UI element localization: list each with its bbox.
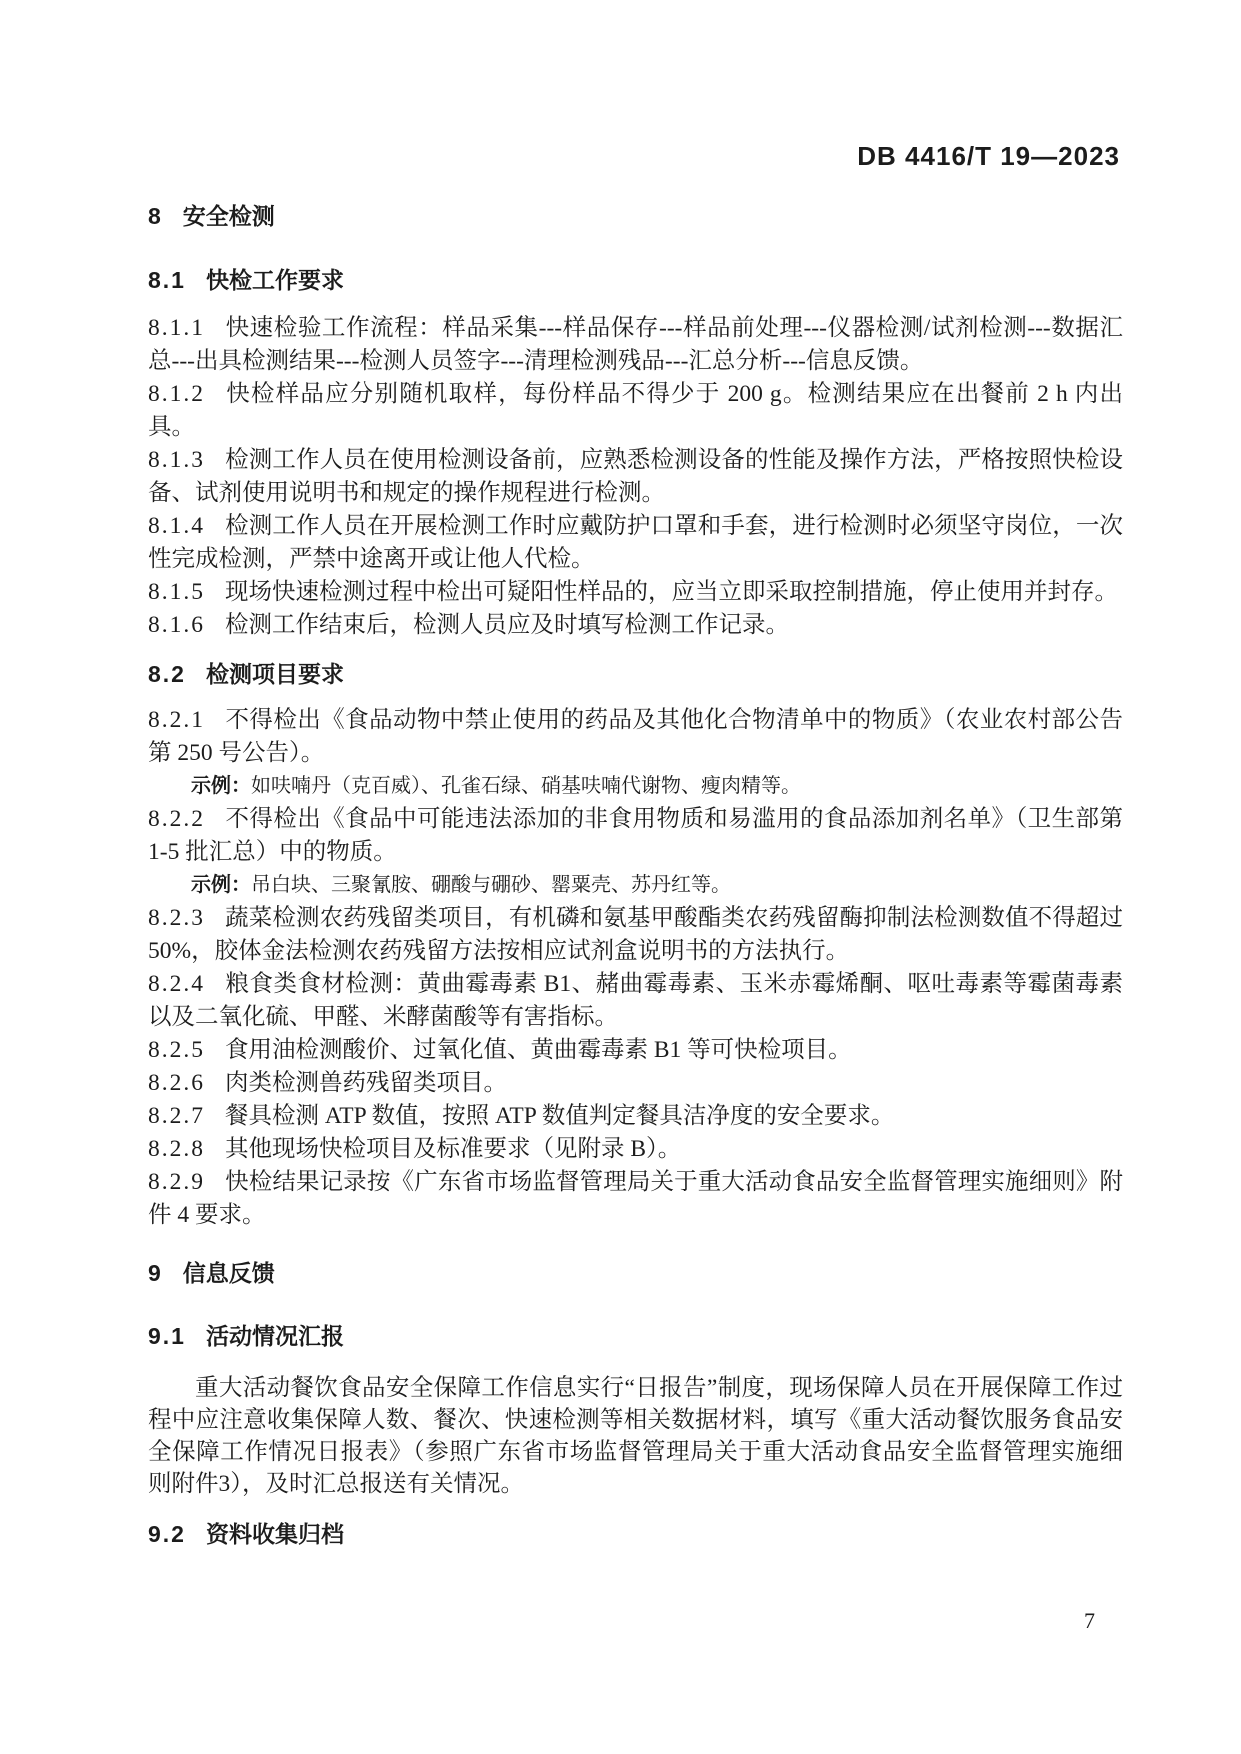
clause-8-1-4 [148, 510, 1123, 576]
example-note-2 [148, 869, 1123, 902]
clause-group-8-1 [148, 312, 1123, 642]
clause-8-2-3 [148, 902, 1123, 968]
section-number: 8.1 [148, 267, 186, 293]
clause-text: 快检结果记录按《广东省市场监督管理局关于重大活动食品安全监督管理实施细则》附件 4 要求。 [148, 1169, 1123, 1228]
section-heading-8 [148, 200, 1123, 233]
clause-number: 8.1.6 [148, 612, 205, 638]
clause-number: 8.1.3 [148, 447, 205, 473]
section-heading-9-1 [148, 1320, 1123, 1353]
clause-text: 食用油检测酸价、过氧化值、黄曲霉毒素 B1 等可快检项目。 [225, 1037, 852, 1063]
clause-number: 8.2.8 [148, 1136, 205, 1162]
section-number: 8 [148, 203, 163, 229]
section-number: 8.2 [148, 661, 186, 687]
example-label: 示例： [191, 874, 251, 896]
clause-number: 8.1.5 [148, 579, 205, 605]
section-title: 安全检测 [182, 203, 275, 229]
clause-text: 粮食类食材检测：黄曲霉毒素 B1、赭曲霉毒素、玉米赤霉烯酮、呕吐毒素等霉菌毒素以及二氧化硫、甲醛、米酵菌酸等有害指标。 [148, 971, 1123, 1030]
clause-8-1-3 [148, 444, 1123, 510]
page-number: 7 [1084, 1608, 1095, 1633]
clause-number: 8.2.2 [148, 806, 205, 832]
clause-text: 肉类检测兽药残留类项目。 [225, 1070, 507, 1096]
clause-text: 检测工作人员在使用检测设备前，应熟悉检测设备的性能及操作方法，严格按照快检设备、试剂使用说明书和规定的操作规程进行检测。 [148, 447, 1123, 506]
clause-8-2-4 [148, 968, 1123, 1034]
section-heading-8-1 [148, 264, 1123, 297]
clause-8-2-9 [148, 1166, 1123, 1232]
clause-8-1-6 [148, 609, 1123, 642]
clause-text: 蔬菜检测农药残留类项目，有机磷和氨基甲酸酯类农药残留酶抑制法检测数值不得超过 50%，胶体金法检测农药残留方法按相应试剂盒说明书的方法执行。 [148, 905, 1123, 964]
section-heading-8-2 [148, 658, 1123, 691]
clause-text: 不得检出《食品动物中禁止使用的药品及其他化合物清单中的物质》（农业农村部公告第 250 号公告）。 [148, 707, 1123, 766]
clause-text: 餐具检测 ATP 数值，按照 ATP 数值判定餐具洁净度的安全要求。 [225, 1103, 895, 1129]
clause-text: 检测工作结束后，检测人员应及时填写检测工作记录。 [225, 612, 789, 638]
section-number: 9.1 [148, 1323, 186, 1349]
clause-8-2-6 [148, 1067, 1123, 1100]
clause-text: 快速检验工作流程：样品采集---样品保存---样品前处理---仪器检测/试剂检测---数据汇总---出具检测结果---检测人员签字---清理检测残品---汇总分析---信息反馈。 [148, 315, 1123, 374]
clause-8-1-1 [148, 312, 1123, 378]
clause-number: 8.2.5 [148, 1037, 205, 1063]
example-text: 如呋喃丹（克百威）、孔雀石绿、硝基呋喃代谢物、瘦肉精等。 [251, 775, 801, 797]
clause-number: 8.2.9 [148, 1169, 205, 1195]
clause-text: 不得检出《食品中可能违法添加的非食用物质和易滥用的食品添加剂名单》（卫生部第 1-5 批汇总）中的物质。 [148, 806, 1123, 865]
section-title: 活动情况汇报 [205, 1323, 344, 1349]
clause-text: 快检样品应分别随机取样，每份样品不得少于 200 g。检测结果应在出餐前 2 h 内出具。 [148, 381, 1123, 440]
clause-8-2-2 [148, 803, 1123, 869]
clause-8-1-5 [148, 576, 1123, 609]
clause-text: 检测工作人员在开展检测工作时应戴防护口罩和手套，进行检测时必须坚守岗位，一次性完成检测，严禁中途离开或让他人代检。 [148, 513, 1123, 572]
doc-code-header: DB 4416/T 19—2023 [857, 141, 1120, 171]
section-title: 检测项目要求 [205, 661, 344, 687]
clause-8-2-1 [148, 704, 1123, 770]
document-content [148, 0, 1123, 1551]
clause-group-8-2 [148, 704, 1123, 1232]
clause-number: 8.1.2 [148, 381, 205, 407]
clause-8-2-7 [148, 1100, 1123, 1133]
clause-text: 其他现场快检项目及标准要求（见附录 B）。 [225, 1136, 682, 1162]
clause-number: 8.1.4 [148, 513, 205, 539]
section-heading-9-2 [148, 1518, 1123, 1551]
clause-number: 8.2.6 [148, 1070, 205, 1096]
paragraph-9-1: 重大活动餐饮食品安全保障工作信息实行“日报告”制度，现场保障人员在开展保障工作过程中应注意收集保障人数、餐次、快速检测等相关数据材料，填写《重大活动餐饮服务食品安全保障工作情况日报表》（参照广东省市场监督管理局关于重大活动食品安全监督管理实施细则附件3），及时汇总报送有关情况。 [148, 1375, 1123, 1497]
clause-8-2-8 [148, 1133, 1123, 1166]
section-heading-9 [148, 1257, 1123, 1290]
clause-number: 8.1.1 [148, 315, 205, 341]
section-number: 9.2 [148, 1521, 186, 1547]
clause-number: 8.2.7 [148, 1103, 205, 1129]
clause-number: 8.2.4 [148, 971, 205, 997]
section-title: 快检工作要求 [205, 267, 344, 293]
example-label: 示例： [191, 775, 251, 797]
example-note-1 [148, 770, 1123, 803]
section-number: 9 [148, 1260, 163, 1286]
clause-number: 8.2.1 [148, 707, 205, 733]
section-title: 资料收集归档 [205, 1521, 344, 1547]
example-text: 吊白块、三聚氰胺、硼酸与硼砂、罂粟壳、苏丹红等。 [251, 874, 731, 896]
clause-8-2-5 [148, 1034, 1123, 1067]
clause-number: 8.2.3 [148, 905, 205, 931]
clause-text: 现场快速检测过程中检出可疑阳性样品的，应当立即采取控制措施，停止使用并封存。 [225, 579, 1118, 605]
section-title: 信息反馈 [182, 1260, 275, 1286]
clause-8-1-2 [148, 378, 1123, 444]
